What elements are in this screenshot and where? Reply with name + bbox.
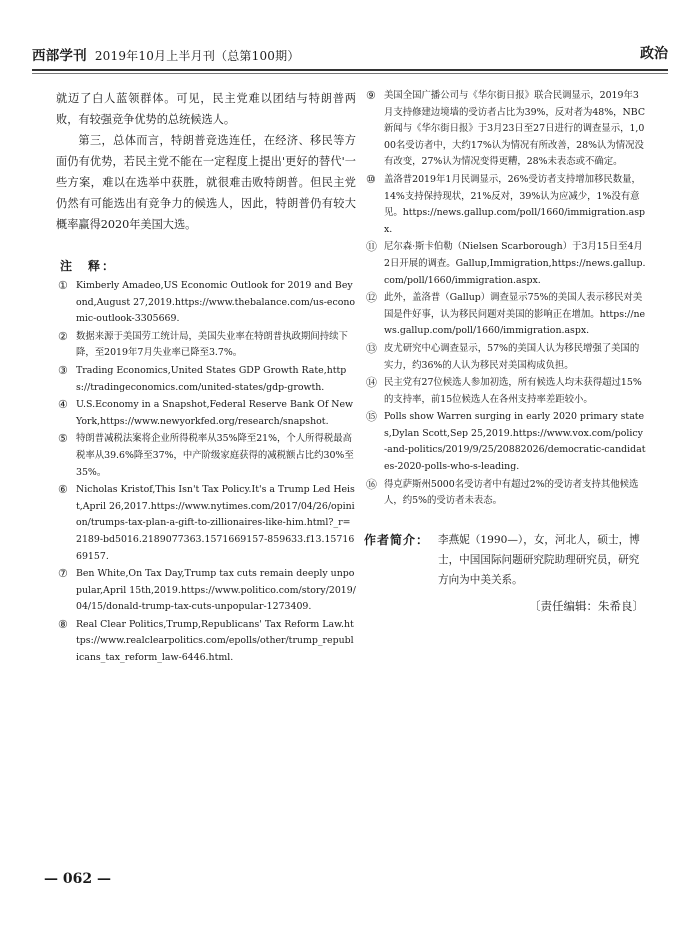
note-number: ⑨ <box>366 89 376 102</box>
author-bio-label: 作者简介： <box>364 532 430 547</box>
note-text: Nicholas Kristof,This Isn't Tax Policy.It's a Trump Led Heist,April 26,2017.https://www.nytimes.com/2017/04/26/opinion/trumps-tax-plan-a-gift-to-zillionaires-like-him.html?_r=2189-bd5016.2189077363.1571669157-859633.f13.1571669157. <box>76 484 355 562</box>
body-paragraph: 就迈了白人蓝领群体。可见，民主党难以团结与特朗普两败，有较强竞争优势的总统候选人。 <box>56 92 356 126</box>
author-bio <box>364 530 646 590</box>
note-item <box>364 477 646 510</box>
note-number: ⑧ <box>58 617 68 631</box>
editor-credit: 〔责任编辑：朱希良〕 <box>529 598 644 613</box>
note-item <box>56 431 356 481</box>
note-text: 盖洛普2019年1月民调显示，26%受访者支持增加移民数量，14%支持保持现状，21%反对，39%认为应减少，1%没有意见。https://news.gallup.com/poll/1660/immigration.aspx. <box>384 173 646 235</box>
note-text: 皮尤研究中心调查显示，57%的美国人认为移民增强了美国的实力，约36%的人认为移民对美国构成负担。 <box>384 342 640 371</box>
note-text: 尼尔森·斯卡伯勒（Nielsen Scarborough）于3月15日至4月2日开展的调查。Gallup,Immigration,https://news.gallup.com/poll/1660/immigration.aspx. <box>384 241 646 286</box>
note-item <box>364 341 646 374</box>
journal-header <box>32 44 300 64</box>
note-text: 特朗普减税法案将企业所得税率从35%降至21%，个人所得税最高税率从39.6%降至37%，中产阶级家庭获得的减税额占比约30%至35%。 <box>76 433 354 478</box>
note-number: ⑭ <box>366 376 377 390</box>
journal-logo: 西部学刊 <box>32 48 87 64</box>
note-number: ① <box>58 279 68 292</box>
author-bio-text: 李燕妮（1990—），女，河北人，硕士，博士，中国国际问题研究院助理研究员，研究方向为中美关系。 <box>438 533 640 586</box>
note-number: ⑬ <box>366 341 377 355</box>
note-item <box>364 239 646 289</box>
header-rule-thin <box>32 73 668 74</box>
page-number: — 062 — <box>44 871 111 887</box>
note-item <box>56 482 356 565</box>
body-paragraph: 第三，总体而言，特朗普竞选连任，在经济、移民等方面仍有优势，若民主党不能在一定程度上提出'更好的替代'一些方案，难以在选举中获胜，就很难击败特朗普。但民主党仍然有可能选出有竞争力的候选人，因此，特朗普仍有较大概率赢得2020年美国大选。 <box>56 134 356 231</box>
note-item <box>364 88 646 171</box>
note-number: ⑫ <box>366 291 377 305</box>
note-item <box>364 290 646 340</box>
note-number: ③ <box>58 363 68 377</box>
running-header <box>32 44 668 66</box>
note-item <box>364 375 646 408</box>
note-text: 得克萨斯州5000名受访者中有超过2%的受访者支持其他候选人，约5%的受访者未表态。 <box>384 478 639 507</box>
note-item <box>56 329 356 362</box>
note-item <box>56 397 356 430</box>
note-number: ④ <box>58 398 68 412</box>
note-item <box>364 172 646 238</box>
header-rule <box>32 69 668 71</box>
note-text: Trading Economics,United States GDP Growth Rate,https://tradingeconomics.com/united-states/gdp-growth. <box>76 364 347 393</box>
note-text: Ben White,On Tax Day,Trump tax cuts remain deeply unpopular,April 15th,2019.https://www.politico.com/story/2019/04/15/donald-trump-tax-cuts-unpopular-1273409. <box>76 568 356 613</box>
note-text: U.S.Economy in a Snapshot,Federal Reserve Bank Of New York,https://www.newyorkfed.org/research/snapshot. <box>76 399 354 427</box>
section-label: 政治 <box>640 46 668 62</box>
note-item <box>56 278 356 328</box>
issue-info: 2019年10月上半月刊（总第100期） <box>94 49 300 63</box>
note-item <box>56 363 356 396</box>
note-text: 美国全国广播公司与《华尔街日报》联合民调显示，2019年3月支持修建边境墙的受访者占比为39%，反对者为48%，NBC新闻与《华尔街日报》于3月23日至27日进行的调查显示，1,000名受访者中，大约17%认为情况有所改善，28%认为情况没有改变，27%认为情况变得更糟，28%未表态或不确定。 <box>384 90 645 168</box>
note-item <box>364 409 646 475</box>
notes-list-left <box>56 278 356 667</box>
note-text: 民主党有27位候选人参加初选，所有候选人均未获得超过15%的支持率，前15位候选人在各州支持率差距较小。 <box>384 377 642 405</box>
note-text: Real Clear Politics,Trump,Republicans' Tax Reform Law.https://www.realclearpolitics.com/epolls/other/trump_republicans_tax_reform_law-6446.html. <box>76 618 354 664</box>
notes-list-right <box>364 88 646 510</box>
note-text: Polls show Warren surging in early 2020 primary states,Dylan Scott,Sep 25,2019.https://www.vox.com/policy-and-politics/2019/9/25/20882026/democratic-candidates-2020-polls-who-s-leading. <box>384 411 646 473</box>
note-text: Kimberly Amadeo,US Economic Outlook for 2019 and Beyond,August 27,2019.https://www.thebalance.com/us-economic-outlook-3305669. <box>76 280 356 325</box>
note-number: ⑯ <box>366 477 377 491</box>
note-number: ⑦ <box>58 567 68 581</box>
note-number: ② <box>58 329 68 343</box>
note-number: ⑩ <box>366 172 376 186</box>
note-number: ⑪ <box>366 240 377 254</box>
note-number: ⑤ <box>58 432 68 446</box>
notes-heading: 注 释： <box>60 259 117 273</box>
note-text: 数据来源于美国劳工统计局，美国失业率在特朗普执政期间持续下降，至2019年7月失业率已降至3.7%。 <box>76 330 348 359</box>
left-column <box>56 88 356 667</box>
note-item <box>56 617 356 667</box>
note-number: ⑥ <box>58 483 68 497</box>
right-column <box>364 88 646 614</box>
note-number: ⑮ <box>366 410 377 424</box>
note-text: 此外，盖洛普（Gallup）调查显示75%的美国人表示移民对美国是件好事，认为移民问题对美国的影响正在增加。https://news.gallup.com/poll/1660/immigration.aspx. <box>384 292 646 337</box>
note-item <box>56 566 356 616</box>
